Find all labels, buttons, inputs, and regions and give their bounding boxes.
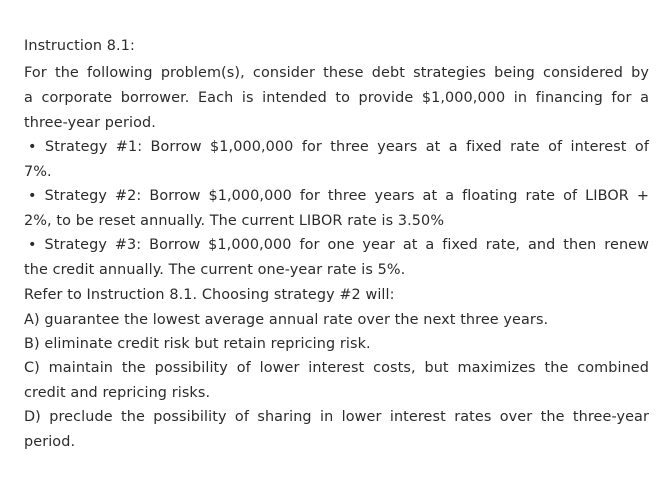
strategy-3-line-1: • Strategy #3: Borrow $1,000,000 for one year at a fixed rate, and then renew	[28, 237, 649, 253]
intro-line-3: three-year period.	[24, 115, 156, 131]
option-c-line-1: C) maintain the possibility of lower interest costs, but maximizes the combined	[24, 360, 649, 376]
intro-line-1: For the following problem(s), consider these debt strategies being considered by	[24, 65, 649, 81]
option-d-line-1: D) preclude the possibility of sharing in lower interest rates over the three-year	[24, 409, 649, 425]
option-c-line-2: credit and repricing risks.	[24, 385, 211, 401]
strategy-1-line-1: • Strategy #1: Borrow $1,000,000 for three years at a fixed rate of interest of	[28, 139, 649, 155]
strategy-1-line-2: 7%.	[24, 164, 52, 180]
strategy-2-line-1: • Strategy #2: Borrow $1,000,000 for three years at a floating rate of LIBOR +	[28, 188, 649, 204]
question-text: Refer to Instruction 8.1. Choosing strategy #2 will:	[24, 287, 395, 303]
option-b: B) eliminate credit risk but retain repricing risk.	[24, 336, 371, 352]
intro-line-2: a corporate borrower. Each is intended to provide $1,000,000 in financing for a	[24, 90, 649, 106]
strategy-2-line-2: 2%, to be reset annually. The current LIBOR rate is 3.50%	[24, 213, 445, 229]
strategy-3-line-2: the credit annually. The current one-year rate is 5%.	[24, 262, 406, 278]
option-a: A) guarantee the lowest average annual rate over the next three years.	[24, 312, 549, 328]
instruction-heading: Instruction 8.1:	[24, 38, 135, 54]
option-d-line-2: period.	[24, 434, 76, 450]
